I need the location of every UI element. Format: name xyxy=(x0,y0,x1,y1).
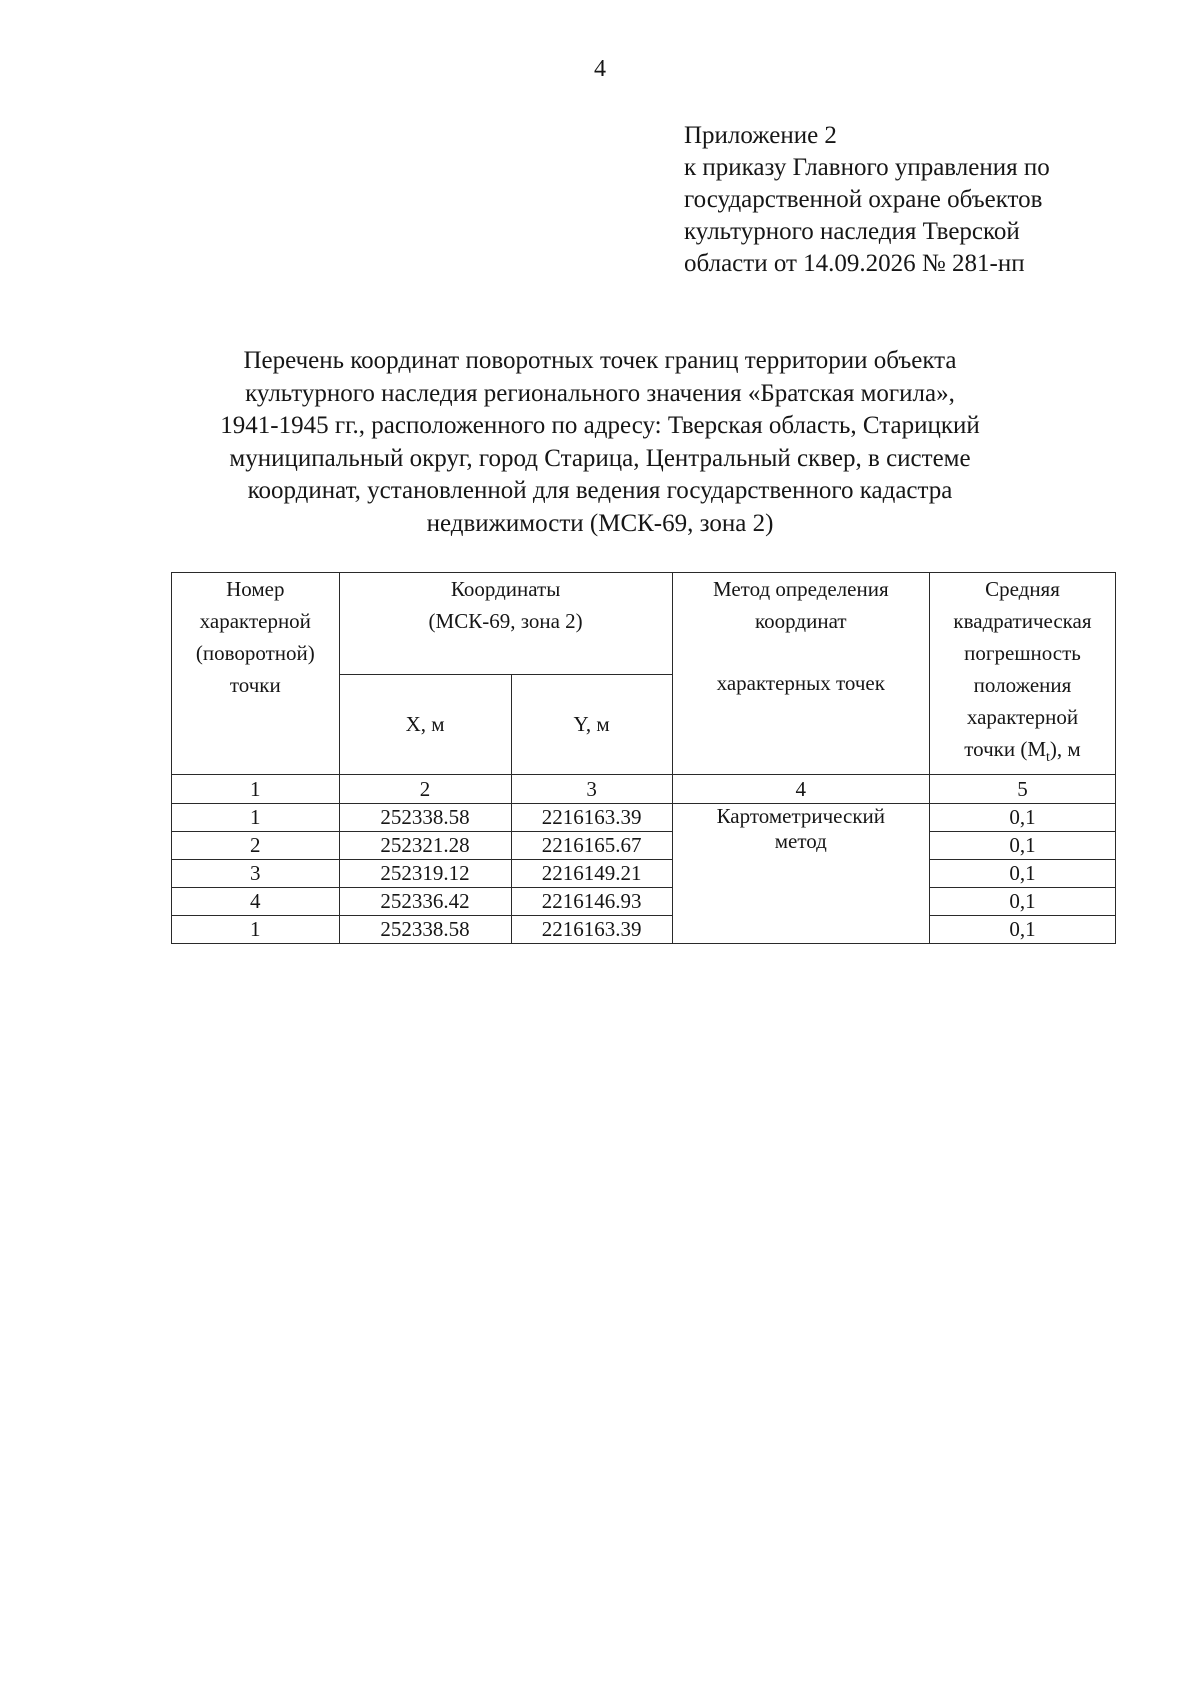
appendix-reference-line: государственной охране объектов xyxy=(684,186,1043,213)
cell-point: 3 xyxy=(172,860,340,888)
cell-y: 2216163.39 xyxy=(511,916,672,944)
cell-point: 4 xyxy=(172,888,340,916)
cell-x: 252321.28 xyxy=(339,832,511,860)
appendix-title: Приложение 2 xyxy=(684,122,837,149)
document-title-line: координат, установленной для ведения государственного кадастра xyxy=(247,477,953,504)
cell-x: 252319.12 xyxy=(339,860,511,888)
cell-y: 2216146.93 xyxy=(511,888,672,916)
cell-x: 252338.58 xyxy=(339,916,511,944)
column-number: 1 xyxy=(172,775,340,804)
appendix-header xyxy=(684,120,1116,280)
cell-method: Картометрический метод xyxy=(672,804,929,944)
header-mean-error: Средняя квадратическая погрешность положения характерной точки $(M_t)$, м xyxy=(929,573,1115,775)
header-x: X, м xyxy=(339,674,511,775)
cell-y: 2216163.39 xyxy=(511,804,672,832)
table-row xyxy=(172,888,1116,916)
table-row xyxy=(172,860,1116,888)
column-number: 2 xyxy=(339,775,511,804)
table-row xyxy=(172,916,1116,944)
table-row xyxy=(172,832,1116,860)
cell-x: 252338.58 xyxy=(339,804,511,832)
column-number-row xyxy=(172,775,1116,804)
appendix-reference-line: к приказу Главного управления по xyxy=(684,154,1050,181)
column-number: 5 xyxy=(929,775,1115,804)
cell-x: 252336.42 xyxy=(339,888,511,916)
cell-error: 0,1 xyxy=(929,832,1115,860)
cell-y: 2216149.21 xyxy=(511,860,672,888)
cell-y: 2216165.67 xyxy=(511,832,672,860)
cell-point: 2 xyxy=(172,832,340,860)
cell-error: 0,1 xyxy=(929,804,1115,832)
document-title-line: муниципальный округ, город Старица, Центральный сквер, в системе xyxy=(229,444,971,472)
document-title-line: Перечень координат поворотных точек границ территории объекта xyxy=(243,347,957,374)
appendix-reference-line: культурного наследия Тверской xyxy=(684,218,1020,245)
header-method: Метод определения координат характерных точек xyxy=(672,573,929,775)
cell-error: 0,1 xyxy=(929,860,1115,888)
header-mean-error-last-line: точки $(M_t)$, м xyxy=(964,737,1081,766)
cell-point: 1 xyxy=(172,804,340,832)
document-title-line: недвижимости (МСК-69, зона 2) xyxy=(426,509,774,537)
document-title-line: 1941-1945 гг., расположенного по адресу: Тверская область, Старицкий xyxy=(220,412,980,439)
document-title-line: культурного наследия регионального значения «Братская могила», xyxy=(245,379,955,407)
coordinates-table xyxy=(171,572,1116,944)
header-coordinates: Координаты (МСК-69, зона 2) xyxy=(339,573,672,675)
header-y: Y, м xyxy=(511,674,672,775)
cell-error: 0,1 xyxy=(929,916,1115,944)
header-point-number: Номер характерной (поворотной) точки xyxy=(172,573,340,775)
page-number: 4 xyxy=(594,56,606,82)
cell-point: 1 xyxy=(172,916,340,944)
column-number: 3 xyxy=(511,775,672,804)
appendix-reference-line: области от 14.09.2026 № 281-нп xyxy=(684,250,1025,277)
column-number: 4 xyxy=(672,775,929,804)
cell-error: 0,1 xyxy=(929,888,1115,916)
document-title xyxy=(180,345,1020,540)
table-row xyxy=(172,804,1116,832)
